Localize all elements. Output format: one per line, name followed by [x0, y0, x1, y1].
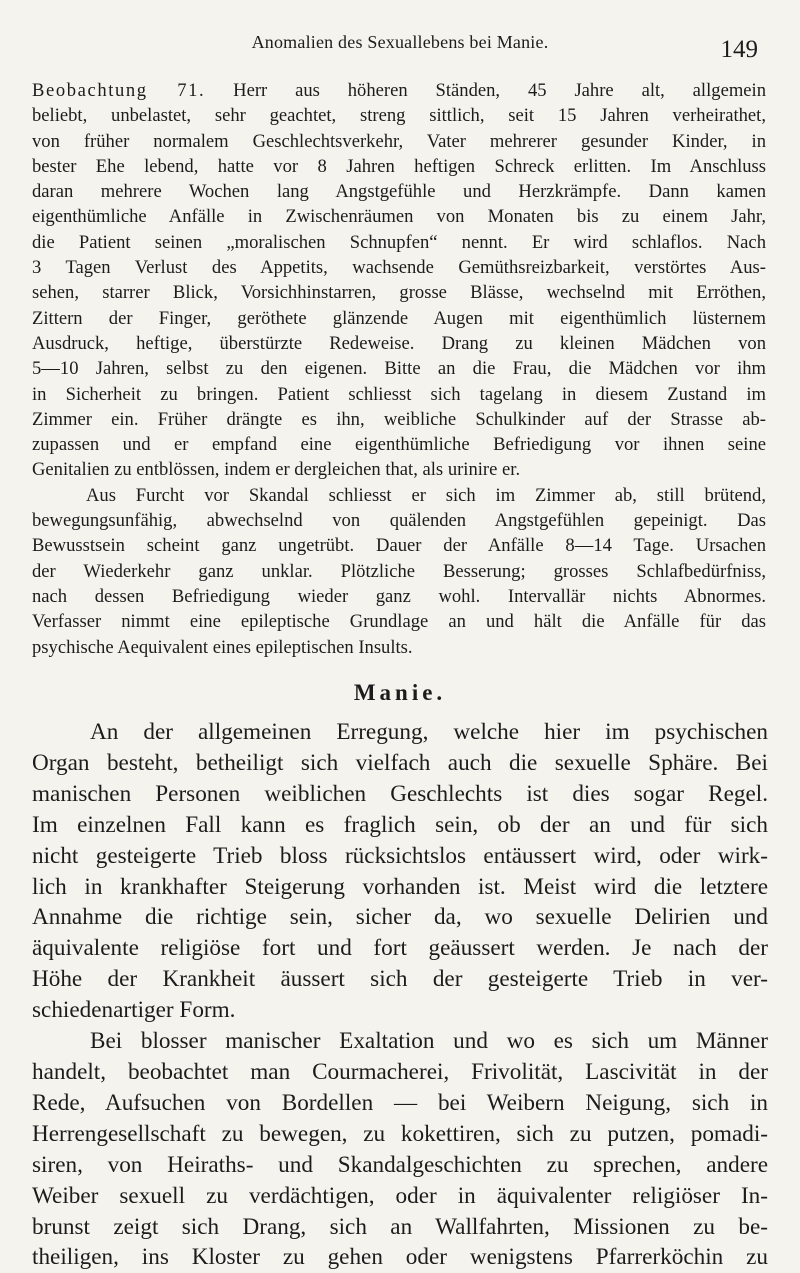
body-line: Annahme die richtige sein, sicher da, wo sexuelle Delirien und: [32, 904, 768, 931]
body-line: Höhe der Krankheit äussert sich der gesteigerte Trieb in ver-: [32, 966, 768, 993]
page-number: 149: [720, 36, 758, 63]
observation-line: beliebt, unbelastet, sehr geachtet, streng sittlich, seit 15 Jahren verheirathet,: [32, 105, 766, 127]
body-line: nicht gesteigerte Trieb bloss rücksichtslos entäussert wird, oder wirk-: [32, 842, 768, 869]
observation-line: 5—10 Jahren, selbst zu den eigenen. Bitte an die Frau, die Mädchen vor ihm: [32, 358, 766, 380]
observation-line: daran mehrere Wochen lang Angstgefühle und Herzkrämpfe. Dann kamen: [32, 181, 766, 203]
observation-line: sehen, starrer Blick, Vorsichhinstarren, grosse Blässe, wechselnd mit Erröthen,: [32, 282, 766, 304]
observation-p2-line: Aus Furcht vor Skandal schliesst er sich im Zimmer ab, still brütend,: [86, 484, 766, 506]
section-body: [32, 717, 768, 1273]
section-heading: Manie.: [353, 680, 447, 705]
observation-line: bester Ehe lebend, hatte vor 8 Jahren heftigen Schreck erlitten. Im Anschluss: [32, 155, 766, 177]
observation-p2-line: Verfasser nimmt eine epileptische Grundlage an und hält die Anfälle für das: [32, 611, 766, 633]
body-line: siren, von Heiraths- und Skandalgeschichten zu sprechen, andere: [32, 1151, 768, 1178]
observation-p2-line: der Wiederkehr ganz unklar. Plötzliche Besserung; grosses Schlafbedürfniss,: [32, 560, 766, 582]
observation-line: die Patient seinen „moralischen Schnupfen“ nennt. Er wird schlaflos. Nach: [32, 231, 766, 253]
body-line: handelt, beobachtet man Courmacherei, Frivolität, Lascivität in der: [32, 1058, 768, 1085]
body-line: lich in krankhafter Steigerung vorhanden ist. Meist wird die letztere: [32, 873, 768, 900]
observation-block: [32, 78, 766, 660]
observation-line: 3 Tagen Verlust des Appetits, wachsende Gemüthsreizbarkeit, verstörtes Aus-: [32, 257, 766, 279]
observation-first-line: [32, 78, 766, 103]
body-line: Organ besteht, betheiligt sich vielfach auch die sexuelle Sphäre. Bei: [32, 749, 768, 776]
body-line: Rede, Aufsuchen von Bordellen — bei Weibern Neigung, sich in: [32, 1089, 768, 1116]
observation-line: Genitalien zu entblössen, indem er dergleichen that, als urinire er.: [32, 459, 521, 481]
observation-line: in Sicherheit zu bringen. Patient schliesst sich tagelang in diesem Zustand im: [32, 383, 766, 405]
observation-line: eigenthümliche Anfälle in Zwischenräumen von Monaten bis zu einem Jahr,: [32, 206, 766, 228]
body-line: Im einzelnen Fall kann es fraglich sein, ob der an und für sich: [32, 811, 768, 838]
body-line: brunst zeigt sich Drang, sich an Wallfahrten, Missionen zu be-: [32, 1213, 768, 1240]
body-line: theiligen, ins Kloster zu gehen oder wenigstens Pfarrerköchin zu: [32, 1244, 768, 1271]
body-line: Herrengesellschaft zu bewegen, zu kokettiren, sich zu putzen, pomadi-: [32, 1120, 768, 1147]
observation-p2-line: Bewusstsein scheint ganz ungetrübt. Dauer der Anfälle 8—14 Tage. Ursachen: [32, 535, 766, 557]
observation-line: Herr aus höheren Ständen, 45 Jahre alt, allgemein: [205, 80, 766, 101]
body-line: äquivalente religiöse fort und fort geäussert werden. Je nach der: [32, 935, 768, 962]
observation-label: Beobachtung 71.: [32, 80, 206, 101]
body-line: schiedenartiger Form.: [32, 997, 236, 1024]
observation-p2-line: psychische Aequivalent eines epileptischen Insults.: [32, 636, 413, 658]
observation-p2-line: bewegungsunfähig, abwechselnd von quälenden Angstgefühlen gepeinigt. Das: [32, 510, 766, 532]
body-line: An der allgemeinen Erregung, welche hier im psychischen: [90, 719, 768, 745]
observation-line: Zittern der Finger, geröthete glänzende Augen mit eigenthümlich lüsternem: [32, 307, 766, 329]
observation-line: Zimmer ein. Früher drängte es ihn, weibliche Schulkinder auf der Strasse ab-: [32, 408, 766, 430]
observation-line: zupassen und er empfand eine eigenthümliche Befriedigung vor ihnen seine: [32, 434, 766, 456]
running-title: Anomalien des Sexuallebens bei Manie.: [251, 32, 549, 52]
body-line: Weiber sexuell zu verdächtigen, oder in äquivalenter religiöser In-: [32, 1182, 768, 1209]
body-line: Bei blosser manischer Exaltation und wo es sich um Männer: [90, 1028, 768, 1055]
observation-p2-line: nach dessen Befriedigung wieder ganz wohl. Intervallär nichts Abnormes.: [32, 585, 766, 607]
observation-line: Ausdruck, heftige, überstürzte Redeweise. Drang zu kleinen Mädchen von: [32, 332, 766, 354]
observation-line: von früher normalem Geschlechtsverkehr, Vater mehrerer gesunder Kinder, in: [32, 130, 766, 152]
body-line: manischen Personen weiblichen Geschlechts ist dies sogar Regel.: [32, 780, 768, 807]
